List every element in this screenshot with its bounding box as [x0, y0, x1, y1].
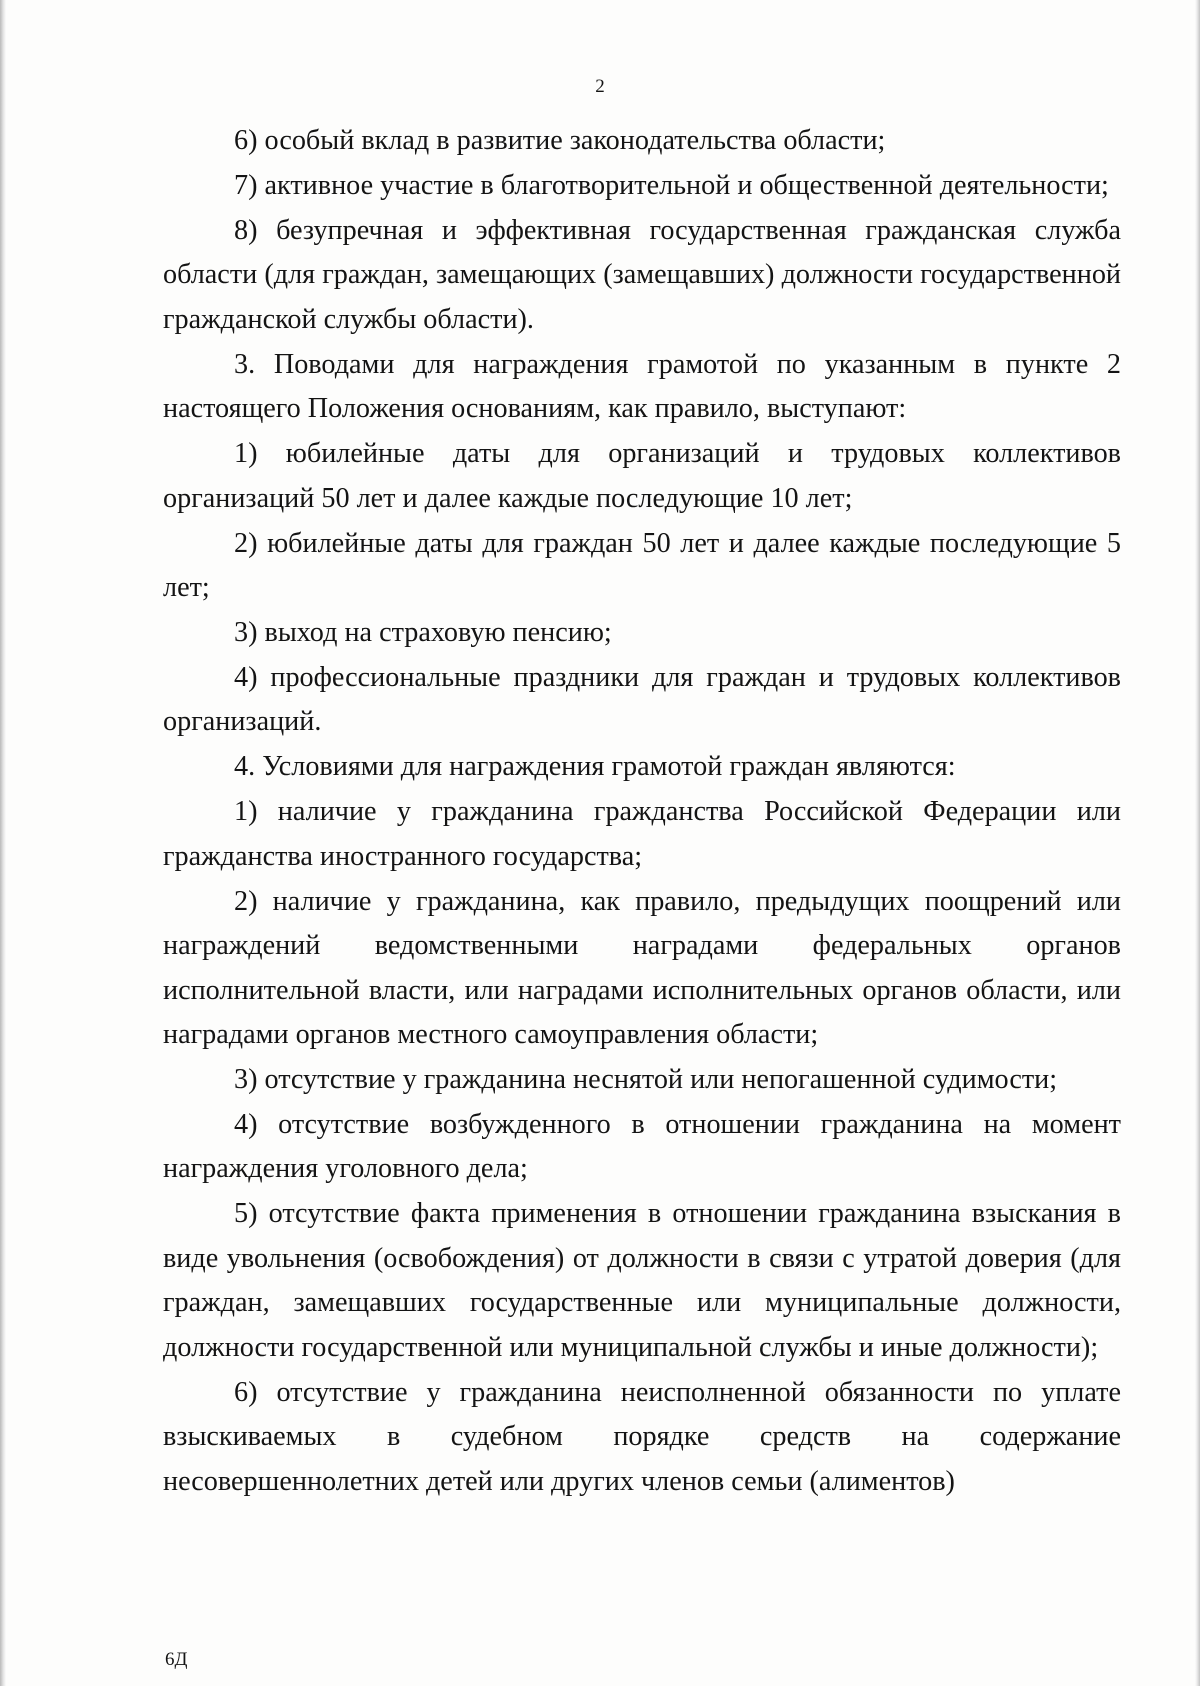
paragraph-item-3-pension: 3) выход на страховую пенсию; — [234, 617, 612, 649]
paragraph-section-4: 4. Условиями для награждения грамотой граждан являются: — [234, 751, 956, 783]
paragraph-item-2-citizen-anniversaries: 2) юбилейные даты для граждан 50 лет и далее каждые последующие 5 лет; — [163, 527, 1121, 604]
paragraph-item-8-civil-service: 8) безупречная и эффективная государственная гражданская служба области (для граждан, замещающих (замещавших) должности государственной гражданской службы области). — [163, 215, 1121, 335]
paragraph-item-4-professional-holidays: 4) профессиональные праздники для граждан и трудовых коллективов организаций. — [163, 662, 1121, 738]
paragraph-item-6-special-contribution: 6) особый вклад в развитие законодательства области; — [234, 125, 886, 156]
paragraph-item-6-no-alimony-debt: 6) отсутствие у гражданина неисполненной обязанности по уплате взыскиваемых в судебном порядке средств на содержание несовершеннолетних детей или других членов семьи (алиментов) — [163, 1376, 1121, 1497]
paragraph-section-3: 3. Поводами для награждения грамотой по указанным в пункте 2 настоящего Положения основаниям, как правило, выступают: — [163, 348, 1121, 425]
paragraph-item-5-no-dismissal: 5) отсутствие факта применения в отношении гражданина взыскания в виде увольнения (освобождения) от должности в связи с утратой доверия (для граждан, замещавших государственные или муниципальные должности, должности государственной или муниципальной службы и иные должности); — [163, 1198, 1121, 1363]
page-number: 2 — [595, 76, 605, 97]
paragraph-item-4-no-criminal-case: 4) отсутствие возбужденного в отношении гражданина на момент награждения уголовного дела; — [163, 1109, 1121, 1185]
paragraph-item-7-charity: 7) активное участие в благотворительной и общественной деятельности; — [234, 170, 1109, 201]
paragraph-item-1-org-anniversaries: 1) юбилейные даты для организаций и трудовых коллективов организаций 50 лет и далее каждые последующие 10 лет; — [163, 438, 1121, 514]
scan-edge-right — [1195, 0, 1200, 1686]
paragraph-item-1-citizenship: 1) наличие у гражданина гражданства Российской Федерации или гражданства иностранного государства; — [163, 796, 1121, 872]
document-body — [163, 119, 1121, 1505]
paragraph-item-3-no-conviction: 3) отсутствие у гражданина неснятой или непогашенной судимости; — [234, 1064, 1058, 1096]
footer-code: 6Д — [165, 1649, 188, 1670]
scan-edge-left — [0, 0, 6, 1686]
paragraph-item-2-previous-awards: 2) наличие у гражданина, как правило, предыдущих поощрений или награждений ведомственными наградами федеральных органов исполнительной власти, или наградами исполнительных органов области, или наградами органов местного самоуправления области; — [163, 885, 1121, 1051]
